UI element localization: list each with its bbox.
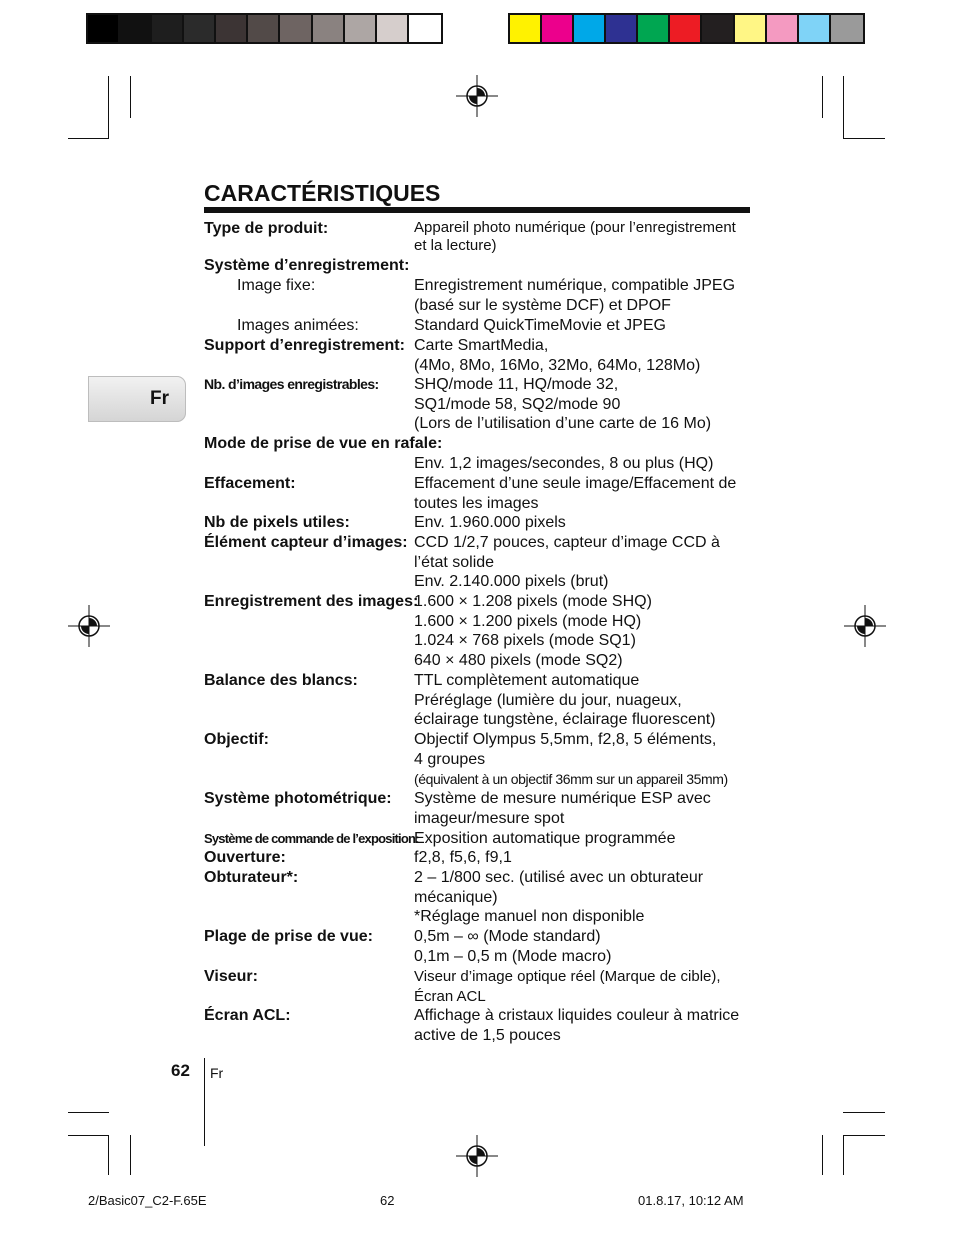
spec-value: CCD 1/2,7 pouces, capteur d’image CCD à l’état solide Env. 2.140.000 pixels (brut) [414,534,720,591]
page-language-label: Fr [210,1065,224,1081]
spec-value: Env. 1,2 images/secondes, 8 ou plus (HQ) [414,455,714,472]
spec-label: Image fixe: [237,277,316,294]
registration-mark-icon [68,605,110,647]
page-title: CARACTÉRISTIQUES [204,180,441,206]
spec-value: Objectif Olympus 5,5mm, f2,8, 5 éléments, 4 groupes [414,731,717,768]
language-tab-label: Fr [150,388,169,409]
page-number: 62 [171,1061,190,1080]
spec-value: Viseur d’image optique réel (Marque de cible), Écran ACL [414,968,721,1005]
spec-label: Obturateur*: [204,869,299,886]
spec-value: (équivalent à un objectif 36mm sur un appareil 35mm) [414,771,728,787]
print-file-name: 2/Basic07_C2-F.65E [88,1193,207,1208]
spec-label: Écran ACL: [204,1007,291,1024]
color-calibration-strip [508,13,865,44]
print-timestamp: 01.8.17, 10:12 AM [638,1193,744,1208]
spec-value: Carte SmartMedia, (4Mo, 8Mo, 16Mo, 32Mo, 64Mo, 128Mo) [414,337,701,374]
spec-label: Ouverture: [204,849,286,866]
title-rule [204,207,750,213]
spec-value: Effacement d’une seule image/Effacement de toutes les images [414,475,737,512]
spec-value: 0,5m – ∞ (Mode standard) 0,1m – 0,5 m (Mode macro) [414,928,612,965]
spec-label: Élément capteur d’images: [204,534,408,551]
spec-label: Type de produit: [204,220,329,237]
spec-value: Affichage à cristaux liquides couleur à matrice active de 1,5 pouces [414,1007,740,1044]
spec-label: Support d’enregistrement: [204,337,405,354]
spec-value: Enregistrement numérique, compatible JPEG (basé sur le système DCF) et DPOF [414,277,736,314]
spec-label: Objectif: [204,731,269,748]
spec-label: Nb de pixels utiles: [204,514,350,531]
spec-value: 2 – 1/800 sec. (utilisé avec un obturateur mécanique) *Réglage manuel non disponible [414,869,704,926]
spec-label: Mode de prise de vue en rafale: [204,435,443,452]
spec-label: Système de commande de l’exposition: [204,831,419,846]
spec-label: Système photométrique: [204,790,392,807]
spec-label: Balance des blancs: [204,672,358,689]
registration-mark-icon [456,75,498,117]
spec-label: Viseur: [204,968,258,985]
spec-value: Système de mesure numérique ESP avec imageur/mesure spot [414,790,711,827]
spec-label: Effacement: [204,475,296,492]
spec-label: Nb. d’images enregistrables: [204,376,379,392]
spec-value: SHQ/mode 11, HQ/mode 32, SQ1/mode 58, SQ2/mode 90 (Lors de l’utilisation d’une carte de 16 Mo) [414,376,712,433]
grayscale-calibration-strip [86,13,443,44]
spec-value: Env. 1.960.000 pixels [414,514,566,531]
language-tab [88,376,186,422]
spec-label: Images animées: [237,317,359,334]
spec-value: Appareil photo numérique (pour l’enregistrement et la lecture) [414,219,736,254]
print-page-number: 62 [380,1193,395,1208]
registration-mark-icon [844,605,886,647]
spec-value: Exposition automatique programmée [414,830,676,847]
spec-value: TTL complètement automatique Préréglage (lumière du jour, nuageux, éclairage tungstène, éclairage fluorescent) [414,672,716,729]
registration-mark-icon [456,1135,498,1177]
spec-label: Plage de prise de vue: [204,928,373,945]
spec-value: 1.600 × 1.208 pixels (mode SHQ) 1.600 × 1.200 pixels (mode HQ) 1.024 × 768 pixels (mode SQ1) 640 × 480 pixels (mode SQ2) [414,593,652,670]
spec-label: Système d’enregistrement: [204,257,410,274]
spec-value: f2,8, f5,6, f9,1 [414,849,512,866]
spec-label: Enregistrement des images: [204,593,419,610]
spec-value: Standard QuickTimeMovie et JPEG [414,317,666,334]
